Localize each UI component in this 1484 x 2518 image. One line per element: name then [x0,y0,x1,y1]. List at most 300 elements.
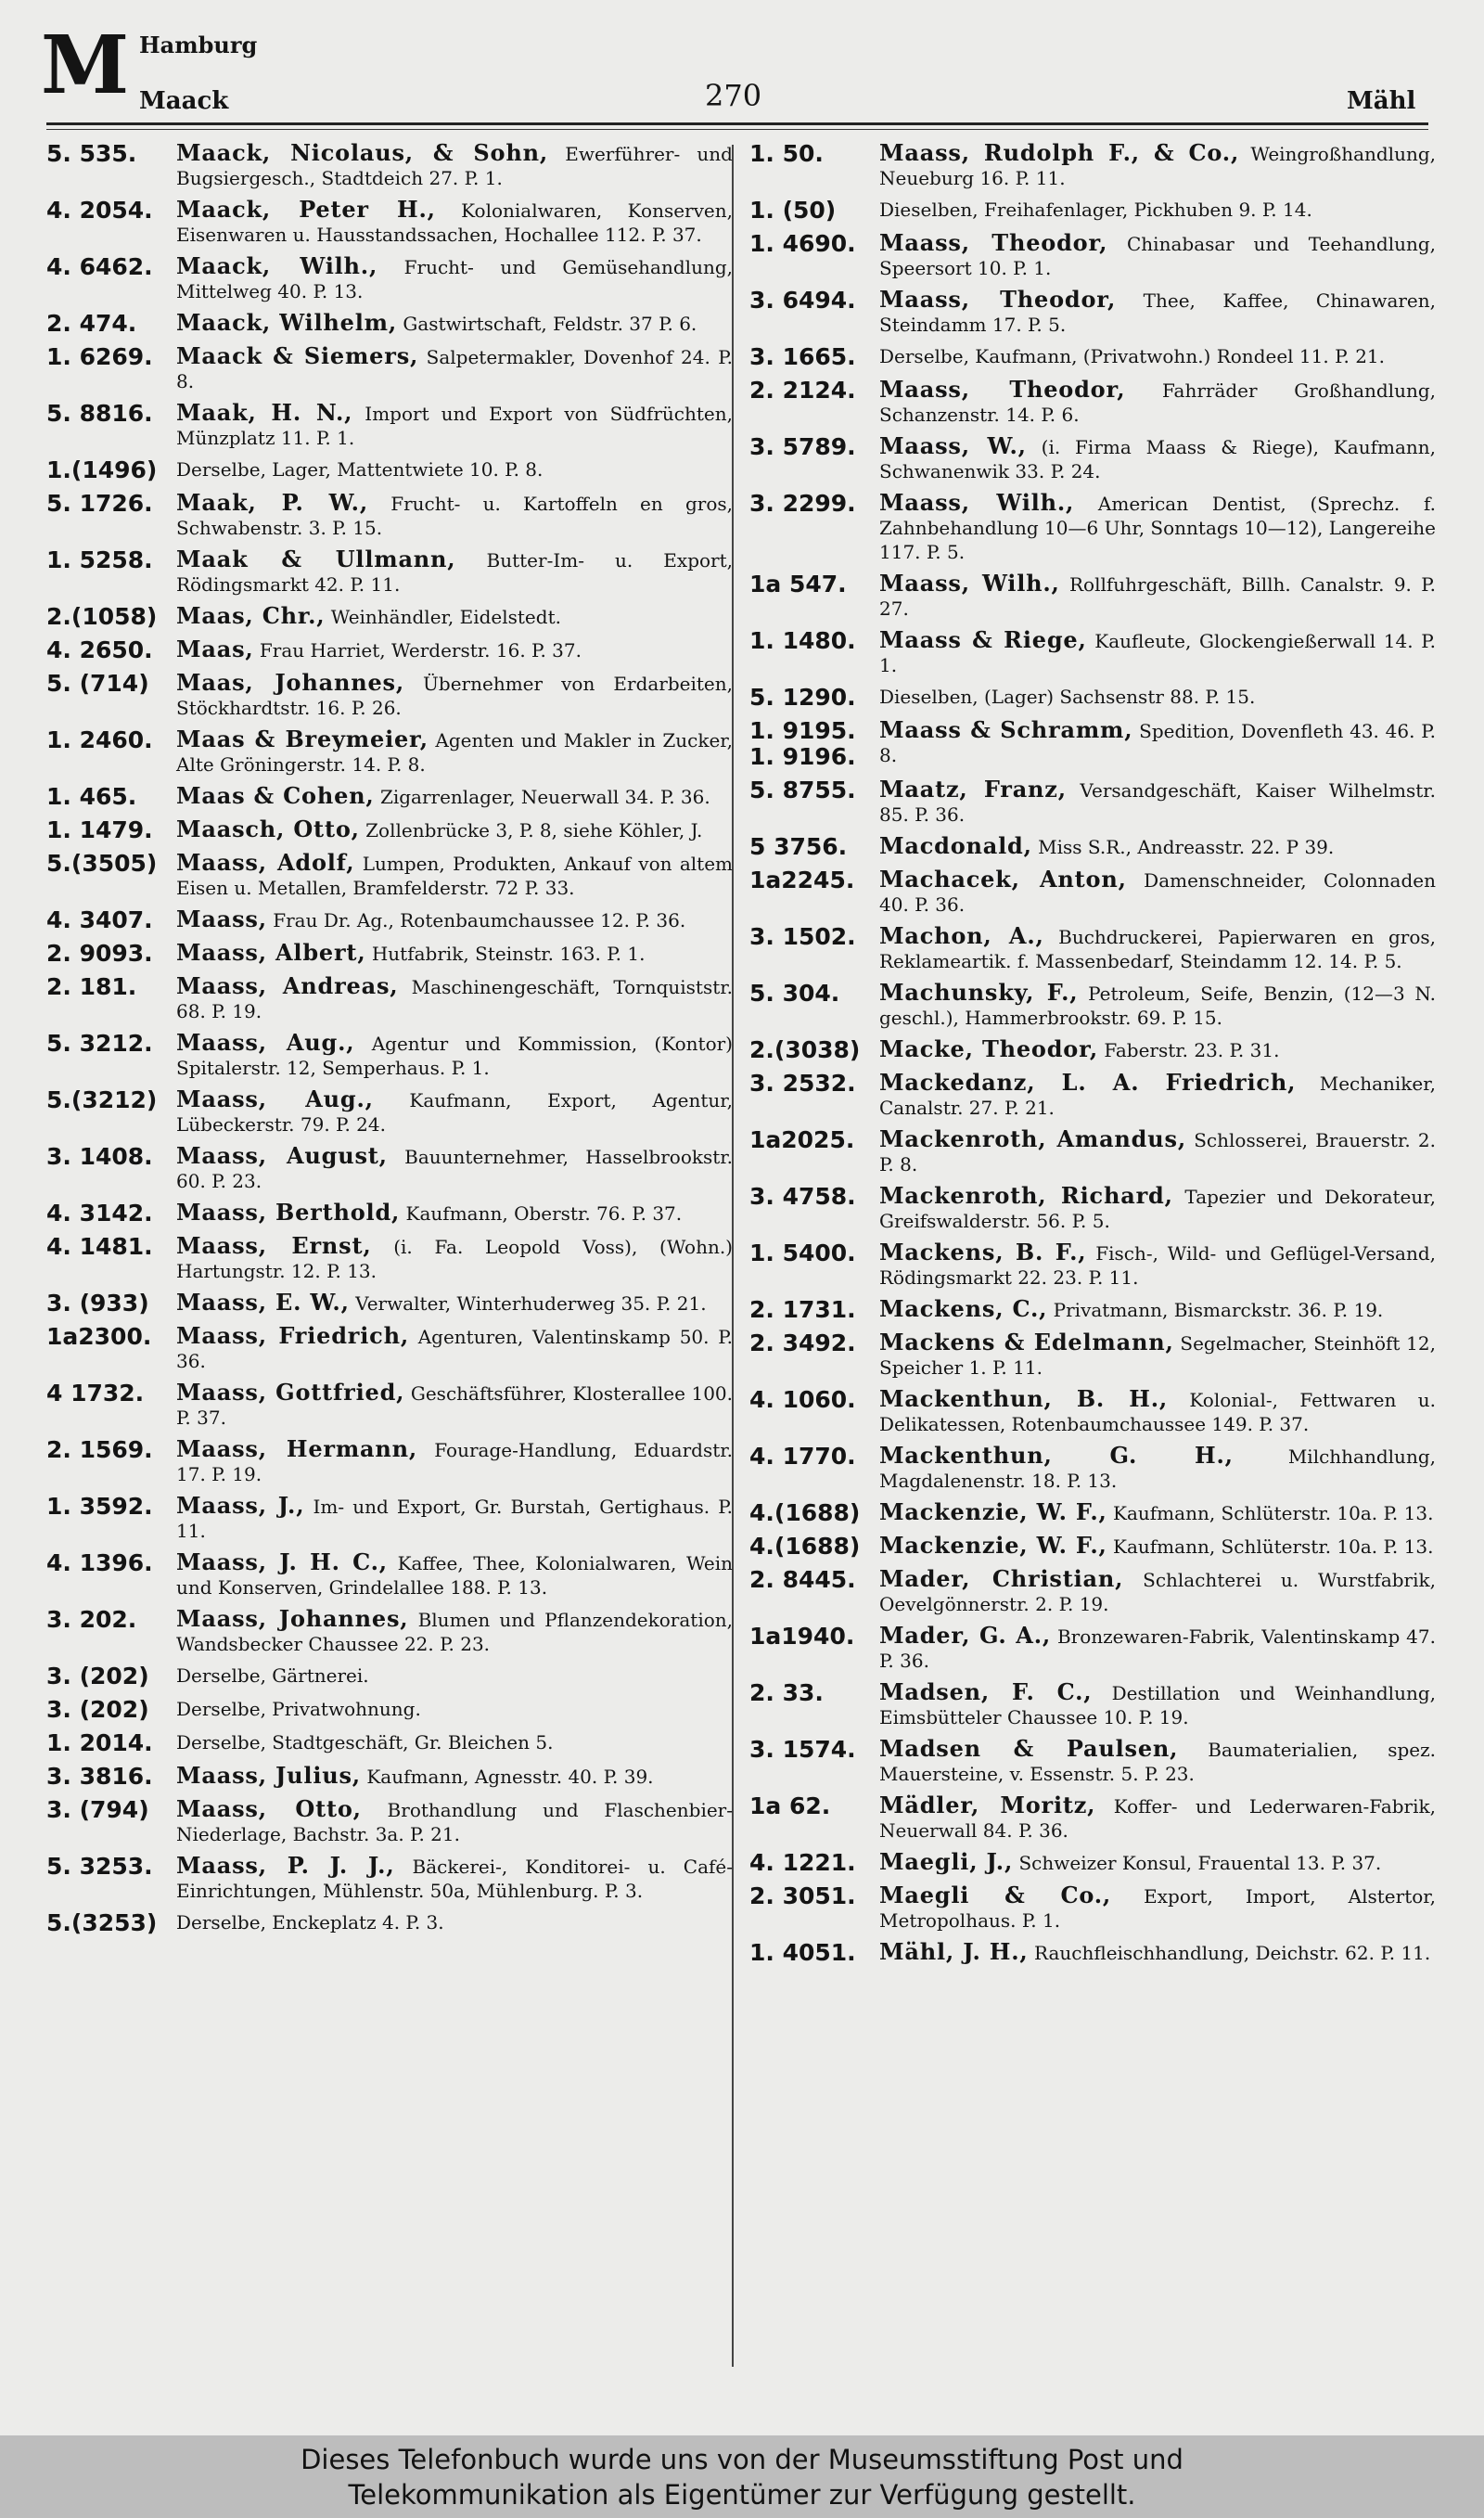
phone-number: 4. 2054. [46,198,153,224]
directory-entry [749,685,1436,711]
directory-entry [749,141,1436,190]
entry-name: Maass, [176,906,267,932]
entry-text [879,1037,1436,1062]
entry-text [879,288,1436,337]
entry-details: Destillation und Weinhandlung, Eimsbütteler Chaussee 10. P. 19. [879,1682,1436,1728]
directory-entry [749,1567,1436,1616]
directory-entry [46,671,733,720]
entry-name: Maak & Ullmann, [176,546,456,572]
entry-name: Mackenthun, G. H., [879,1442,1234,1469]
entry-details: Lumpen, Produkten, Ankauf von altem Eisen u. Metallen, Bramfelderstr. 72 P. 33. [176,853,733,899]
entry-text [176,727,733,777]
phone-number: 2. 1731. [749,1297,856,1323]
phone-number: 3. 1665. [749,344,856,370]
entry-name: Machacek, Anton, [879,866,1127,893]
header-last-entry: Mähl [1347,87,1416,115]
entry-details: Frau Harriet, Werderstr. 16. P. 37. [253,639,582,662]
directory-entry [749,1850,1436,1876]
phone-number: 1. 2014. [46,1730,153,1756]
entry-name: Maass, Berthold, [176,1199,401,1226]
phone-number: 5. 3253. [46,1854,153,1880]
entry-details: Rollfuhrgeschäft, Billh. Canalstr. 9. P. 27. [879,573,1436,620]
entry-name: Mackenzie, W. F., [879,1498,1107,1525]
directory-entry [46,311,733,337]
entry-details: Gastwirtschaft, Feldstr. 37 P. 6. [396,313,697,335]
entry-text [176,1797,733,1846]
entry-details: Blumen und Pflanzendekoration, Wandsbecker Chaussee 22. P. 23. [176,1609,733,1655]
entry-name: Mähl, J. H., [879,1938,1029,1965]
directory-entry [749,1793,1436,1843]
directory-entry [46,198,733,247]
directory-entry [46,254,733,303]
directory-entry [749,981,1436,1030]
entry-text [879,1940,1436,1965]
directory-entry [46,851,733,900]
entry-text [879,1330,1436,1380]
entry-details: Fourage-Handlung, Eduardstr. 17. P. 19. [176,1439,733,1485]
entry-text [879,1127,1436,1176]
entry-details: Privatmann, Bismarckstr. 36. P. 19. [1047,1299,1384,1321]
section-letter: M [41,19,128,112]
entry-text [879,1793,1436,1843]
phone-number: 1. 5258. [46,547,153,573]
phone-number: 2. 2124. [749,378,856,404]
entry-details: Brothandlung und Flaschenbier-Niederlage, Bachstr. 3a. P. 21. [176,1799,733,1845]
directory-entry [46,547,733,597]
footer-notice [0,2435,1484,2518]
entry-name: Maas, [176,636,254,662]
phone-number: 2. 1569. [46,1437,153,1463]
phone-number: 5. 304. [749,981,840,1007]
entry-details: Agentur und Kommission, (Kontor) Spitalerstr. 12, Semperhaus. P. 1. [176,1033,733,1079]
directory-entry [749,1624,1436,1673]
header-city: Hamburg [139,32,258,58]
directory-entry [749,1737,1436,1786]
entry-details: Rauchfleischhandlung, Deichstr. 62. P. 11. [1028,1942,1431,1964]
directory-entry [46,1910,733,1936]
entry-details: Fahrräder Großhandlung, Schanzenstr. 14. P. 6. [879,379,1436,426]
entry-details: Frucht- u. Kartoffeln en gros, Schwabenstr. 3. P. 15. [176,493,733,539]
header-rule-thin [46,129,1428,130]
phone-number: 4. 1481. [46,1234,153,1260]
entry-details: Hutfabrik, Steinstr. 163. P. 1. [365,943,646,965]
entry-name: Maass, Theodor, [879,229,1108,256]
directory-entry [46,1144,733,1193]
phone-number: 3. 4758. [749,1184,856,1210]
entry-text [879,1500,1436,1525]
entry-details: Faberstr. 23. P. 31. [1097,1039,1280,1061]
entry-text [879,1444,1436,1493]
page-number: 270 [705,78,762,113]
entry-name: Maak, H. N., [176,399,353,426]
entry-text [176,1144,733,1193]
entry-text [879,1534,1436,1559]
directory-entry [46,1607,733,1656]
entry-details: Maschinengeschäft, Tornquiststr. 68. P. 19. [176,976,733,1022]
entry-text [879,628,1436,677]
entry-details: Salpetermakler, Dovenhof 24. P. 8. [176,346,734,392]
directory-entry [749,1330,1436,1380]
entry-details: Derselbe, Privatwohnung. [176,1698,421,1720]
entry-name: Maass, Hermann, [176,1435,418,1462]
entry-text [176,198,733,247]
directory-entry [46,784,733,810]
phone-number: 3. 202. [46,1607,137,1633]
directory-entry [46,344,733,393]
entry-details: Weinhändler, Eidelstedt. [325,606,561,628]
entry-text [176,1494,733,1543]
entry-name: Mackens & Edelmann, [879,1329,1174,1355]
entry-text [176,1697,733,1721]
entry-details: Kaufmann, Schlüterstr. 10a. P. 13. [1107,1502,1434,1524]
entry-name: Maass, Johannes, [176,1605,409,1632]
entry-name: Maass, Gottfried, [176,1379,405,1406]
directory-entry [749,572,1436,621]
directory-entry [749,344,1436,370]
directory-entry [46,141,733,190]
entry-details: Dieselben, (Lager) Sachsenstr 88. P. 15. [879,686,1256,708]
entry-details: (i. Firma Maass & Riege), Kaufmann, Schwanenwik 33. P. 24. [879,436,1437,482]
phone-number: 2.(3038) [749,1037,861,1063]
entry-text [176,817,733,842]
entry-text [176,941,733,966]
entry-details: Kaufmann, Agnesstr. 40. P. 39. [360,1766,654,1788]
entry-details: Agenturen, Valentinskamp 50. P. 36. [176,1326,733,1372]
entry-text [176,1381,733,1430]
entry-name: Maass, Aug., [176,1029,355,1056]
directory-entry [46,457,733,483]
directory-entry [46,1291,733,1317]
header-rule [46,122,1428,125]
entry-name: Maass, P. J. J., [176,1852,395,1879]
entry-name: Maass, Rudolph F., & Co., [879,139,1240,166]
entry-name: Maas, Johannes, [176,669,404,696]
directory-entry [46,1381,733,1430]
phone-number: 5. 535. [46,141,137,167]
entry-name: Maas & Breymeier, [176,726,429,752]
entry-name: Maack, Wilh., [176,252,378,279]
phone-number: 1a2245. [749,867,855,893]
entry-name: Maas, Chr., [176,602,326,629]
entry-name: Maass, Theodor, [879,286,1117,313]
entry-text [879,1240,1436,1290]
directory-entry [749,628,1436,677]
entry-details: Derselbe, Enckeplatz 4. P. 3. [176,1911,444,1933]
footer-line-2: Telekommunikation als Eigentümer zur Verfügung gestellt. [348,2478,1136,2511]
directory-entry [749,1500,1436,1526]
directory-entry [749,1940,1436,1966]
directory-entry [749,924,1436,973]
entry-details: Kolonial-, Fettwaren u. Delikatessen, Rotenbaumchaussee 149. P. 37. [879,1389,1436,1435]
phone-number: 1. 50. [749,141,824,167]
entry-name: Maack, Nicolaus, & Sohn, [176,139,549,166]
phone-number: 3. 2299. [749,491,856,517]
entry-details: Miss S.R., Andreasstr. 22. P 39. [1031,836,1335,858]
entry-details: Agenten und Makler in Zucker, Alte Gröningerstr. 14. P. 8. [176,729,733,776]
entry-text [176,1324,733,1373]
directory-entry [46,637,733,663]
phone-number: 4.(1688) [749,1534,861,1560]
phone-number: 1a1940. [749,1624,855,1650]
phone-number: 5. (714) [46,671,149,697]
directory-entry [46,1494,733,1543]
entry-details: Petroleum, Seife, Benzin, (12—3 N. geschl.), Hammerbrookstr. 69. P. 15. [879,983,1436,1029]
directory-entry [46,1854,733,1903]
entry-text [879,378,1436,427]
phone-number: 4. 3142. [46,1201,153,1227]
entry-name: Madsen, F. C., [879,1678,1093,1705]
entry-name: Macdonald, [879,832,1032,859]
entry-details: Übernehmer von Erdarbeiten, Stöckhardtstr. 16. P. 26. [176,673,733,719]
entry-name: Maass, August, [176,1142,388,1169]
phone-number: 3. 1408. [46,1144,153,1170]
entry-text [879,1567,1436,1616]
entry-details: Kaffee, Thee, Kolonialwaren, Wein und Konserven, Grindelallee 188. P. 13. [176,1552,733,1599]
entry-name: Mackedanz, L. A. Friedrich, [879,1069,1297,1096]
entry-name: Maatz, Franz, [879,776,1067,803]
entry-details: Milchhandlung, Magdalenenstr. 18. P. 13. [879,1445,1436,1492]
directory-entry [46,1797,733,1846]
directory-entry [46,941,733,967]
entry-name: Maack, Wilhelm, [176,309,397,336]
directory-entry [749,1444,1436,1493]
entry-details: Frucht- und Gemüsehandlung, Mittelweg 40. P. 13. [176,256,733,302]
phone-number: 5. 1726. [46,491,153,517]
directory-entry [749,1240,1436,1290]
phone-number: 3. (933) [46,1291,149,1317]
entry-details: Frau Dr. Ag., Rotenbaumchaussee 12. P. 36. [266,909,686,931]
entry-details: Baumaterialien, spez. Mauersteine, v. Essenstr. 5. P. 23. [879,1739,1436,1785]
directory-entry [749,1883,1436,1933]
entry-details: Damenschneider, Colonnaden 40. P. 36. [879,869,1436,916]
entry-details: Kaufmann, Schlüterstr. 10a. P. 13. [1107,1535,1434,1558]
entry-details: Fisch-, Wild- und Geflügel-Versand, Rödingsmarkt 22. 23. P. 11. [879,1242,1437,1289]
left-column [46,141,733,1944]
entry-text [176,141,733,190]
entry-text [176,907,733,932]
phone-number: 2. 8445. [749,1567,856,1593]
entry-text [879,1680,1436,1729]
entry-details: Zigarrenlager, Neuerwall 34. P. 36. [374,786,710,808]
directory-entry [749,1387,1436,1436]
entry-details: Zollenbrücke 3, P. 8, siehe Köhler, J. [359,819,703,841]
entry-name: Maass & Schramm, [879,716,1133,743]
entry-name: Mackens, C., [879,1295,1048,1322]
entry-details: (i. Fa. Leopold Voss), (Wohn.) Hartungstr. 12. P. 13. [176,1236,733,1282]
entry-details: Kaufmann, Export, Agentur, Lübeckerstr. 79. P. 24. [176,1089,733,1136]
phone-number: 5. 8755. [749,777,856,803]
phone-number: 2. 474. [46,311,137,337]
entry-name: Maass, Albert, [176,939,366,966]
entry-details: Kaufleute, Glockengießerwall 14. P. 1. [879,630,1436,676]
entry-name: Macke, Theodor, [879,1035,1098,1062]
entry-details: Buchdruckerei, Papierwaren en gros, Reklameartik. f. Massenbedarf, Steindamm 12. 14. P. 5. [879,926,1437,972]
entry-details: Bäckerei-, Konditorei- u. Café-Einrichtungen, Mühlenstr. 50a, Mühlenburg. P. 3. [176,1856,733,1902]
entry-name: Maass, Julius, [176,1762,361,1789]
entry-name: Maass, Adolf, [176,849,355,876]
entry-text [879,1071,1436,1120]
entry-text [176,491,733,540]
entry-details: Import und Export von Südfrüchten, Münzplatz 11. P. 1. [176,403,733,449]
entry-details: Spedition, Dovenfleth 43. 46. P. 8. [879,720,1436,766]
directory-entry [749,198,1436,224]
entry-name: Maass, Wilh., [879,489,1075,516]
directory-entry [46,1664,733,1689]
entry-name: Mackenroth, Amandus, [879,1125,1186,1152]
entry-details: Mechaniker, Canalstr. 27. P. 21. [879,1073,1436,1119]
phone-number: 1. 465. [46,784,137,810]
phone-number: 3. (202) [46,1697,149,1723]
entry-name: Maass, J., [176,1492,305,1519]
phone-number: 2. 33. [749,1680,824,1706]
entry-text [879,198,1436,222]
directory-entry [46,727,733,777]
phone-number: 3. 6494. [749,288,856,314]
entry-name: Maass, E. W., [176,1289,350,1316]
directory-entry [749,718,1436,770]
phone-number: 1. 4051. [749,1940,856,1966]
entry-details: Export, Import, Alstertor, Metropolhaus. P. 1. [879,1885,1436,1932]
directory-entry [46,1201,733,1227]
phone-number: 3. 3816. [46,1764,153,1790]
entry-text [176,344,733,393]
entry-name: Mackens, B. F., [879,1239,1087,1265]
directory-entry [46,907,733,933]
entry-text [176,1764,733,1789]
phone-number: 3. 1502. [749,924,856,950]
entry-text [176,851,733,900]
phone-number: 5 3756. [749,834,848,860]
entry-name: Maasch, Otto, [176,816,360,842]
directory-entry [749,434,1436,483]
directory-entry [46,1550,733,1599]
phone-number: 2. 3051. [749,1883,856,1909]
phone-number: 1a 547. [749,572,847,597]
entry-name: Maass, Theodor, [879,376,1126,403]
entry-details: Weingroßhandlung, Neueburg 16. P. 11. [879,143,1437,189]
entry-name: Machunsky, F., [879,979,1079,1006]
directory-entry [46,1234,733,1283]
phone-number: 4. 6462. [46,254,153,280]
entry-name: Maass, Wilh., [879,570,1060,597]
entry-details: Kaufmann, Oberstr. 76. P. 37. [400,1202,683,1225]
phone-number: 3. 1574. [749,1737,856,1763]
phone-number: 1.(1496) [46,457,158,483]
phone-number: 1. 1480. [749,628,856,654]
phone-number: 4 1732. [46,1381,145,1407]
entry-details: Derselbe, Kaufmann, (Privatwohn.) Rondeel 11. P. 21. [879,345,1386,367]
entry-name: Mader, Christian, [879,1565,1124,1592]
entry-text [879,572,1436,621]
directory-entry [749,834,1436,860]
phone-number: 1a2025. [749,1127,855,1153]
entry-details: Derselbe, Gärtnerei. [176,1664,369,1687]
entry-name: Maack, Peter H., [176,196,436,223]
entry-text [879,1737,1436,1786]
directory-entry [749,1071,1436,1120]
directory-entry [749,491,1436,564]
entry-text [879,141,1436,190]
phone-number: 1. 2460. [46,727,153,753]
entry-text [879,777,1436,827]
entry-details: Kolonialwaren, Konserven, Eisenwaren u. Hausstandssachen, Hochallee 112. P. 37. [176,199,733,246]
entry-details: Geschäftsführer, Klosterallee 100. P. 37. [176,1382,733,1429]
entry-text [176,1291,733,1316]
entry-text [879,1184,1436,1233]
entry-name: Mackenzie, W. F., [879,1532,1107,1559]
phone-number: 4. 1770. [749,1444,856,1470]
entry-text [176,457,733,482]
phone-number: 2. 181. [46,974,137,1000]
phone-number: 4. 1221. [749,1850,856,1876]
entry-text [879,924,1436,973]
entry-details: Schweizer Konsul, Frauental 13. P. 37. [1013,1852,1382,1874]
phone-number: 5. 3212. [46,1031,153,1057]
entry-text [176,1031,733,1080]
phone-number: 3. (202) [46,1664,149,1689]
entry-text [176,1550,733,1599]
entry-name: Maak, P. W., [176,489,368,516]
entry-text [176,1201,733,1226]
right-column [749,141,1436,1973]
directory-entry [749,1297,1436,1323]
directory-entry [749,777,1436,827]
entry-details: Koffer- und Lederwaren-Fabrik, Neuerwall 84. P. 36. [879,1795,1436,1842]
entry-name: Madsen & Paulsen, [879,1735,1179,1762]
entry-details: Tapezier und Dekorateur, Greifswalderstr. 56. P. 5. [879,1186,1436,1232]
entry-text [176,1234,733,1283]
entry-text [176,1854,733,1903]
entry-name: Maegli & Co., [879,1882,1112,1908]
entry-details: Schlachterei u. Wurstfabrik, Oevelgönnerstr. 2. P. 19. [879,1569,1436,1615]
phone-number: 2.(1058) [46,604,158,630]
entry-text [176,1910,733,1934]
entry-text [176,604,733,629]
phone-number: 1. 9195. 1. 9196. [749,718,856,770]
directory-entry [749,1184,1436,1233]
directory-entry [749,1680,1436,1729]
directory-entry [46,604,733,630]
phone-number: 1a 62. [749,1793,831,1819]
entry-text [176,311,733,336]
phone-number: 4. 3407. [46,907,153,933]
phone-number: 4.(1688) [749,1500,861,1526]
entry-text [176,637,733,662]
entry-text [879,867,1436,917]
entry-text [879,834,1436,859]
phone-number: 5. 8816. [46,401,153,427]
entry-details: Versandgeschäft, Kaiser Wilhelmstr. 85. P. 36. [879,779,1436,826]
entry-name: Maass, Aug., [176,1086,374,1112]
header-first-entry: Maack [139,87,229,115]
entry-text [176,671,733,720]
phone-number: 3. 5789. [749,434,856,460]
entry-text [176,1730,733,1754]
entry-details: Thee, Kaffee, Chinawaren, Steindamm 17. P. 5. [879,289,1436,336]
entry-name: Mackenroth, Richard, [879,1182,1173,1209]
entry-name: Mädler, Moritz, [879,1792,1096,1818]
directory-entry [749,867,1436,917]
entry-details: American Dentist, (Sprechz. f. Zahnbehandlung 10—6 Uhr, Sonntags 10—12), Langereihe 117. P. 5. [879,493,1436,563]
entry-name: Maass, W., [879,432,1027,459]
phone-number: 3. 2532. [749,1071,856,1097]
entry-details: Derselbe, Lager, Mattentwiete 10. P. 8. [176,458,544,481]
phone-number: 5.(3253) [46,1910,158,1936]
entry-details: Im- und Export, Gr. Burstah, Gertighaus. P. 11. [176,1496,734,1542]
phone-number: 1. 3592. [46,1494,153,1520]
entry-text [176,547,733,597]
phone-number: 1. 4690. [749,231,856,257]
